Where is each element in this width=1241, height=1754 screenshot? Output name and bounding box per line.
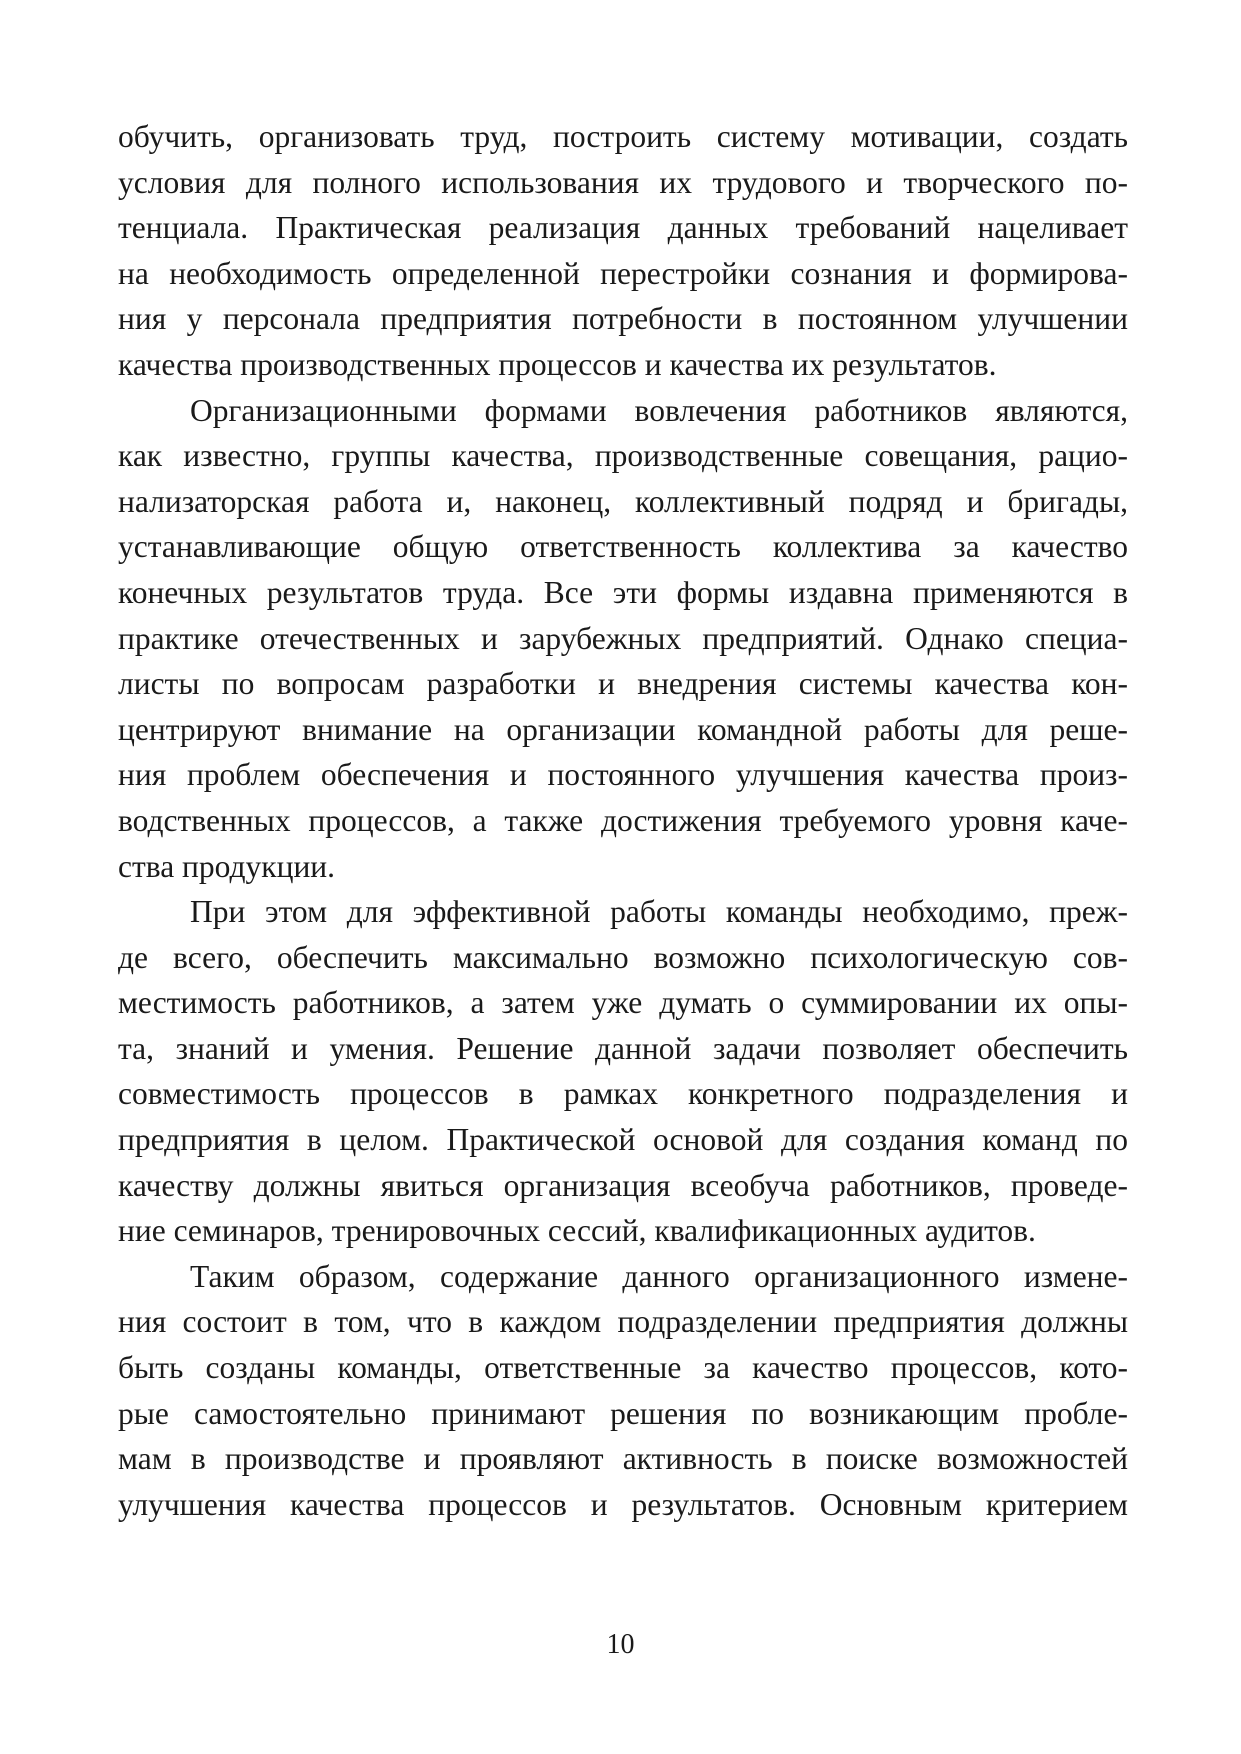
text-line: нализаторская работа и, наконец, коллективный подряд и бригады, bbox=[118, 483, 1128, 519]
text-line: ния у персонала предприятия потребности в постоянном улучшении bbox=[118, 301, 1128, 337]
text-line: как известно, группы качества, производственные совещания, рацио- bbox=[118, 438, 1128, 474]
text-line: обучить, организовать труд, построить систему мотивации, создать bbox=[118, 119, 1128, 154]
body-text bbox=[118, 114, 1128, 1527]
text-line: местимость работников, а затем уже думать о суммировании их опы- bbox=[118, 985, 1128, 1021]
text-line: де всего, обеспечить максимально возможно психологическую сов- bbox=[118, 939, 1128, 975]
text-line: условия для полного использования их трудового и творческого по- bbox=[118, 164, 1128, 200]
text-line: на необходимость определенной перестройки сознания и формирова- bbox=[118, 255, 1128, 291]
text-line: устанавливающие общую ответственность коллектива за качество bbox=[118, 529, 1128, 565]
text-line: мам в производстве и проявляют активность в поиске возможностей bbox=[118, 1441, 1128, 1477]
text-line: ние семинаров, тренировочных сессий, квалификационных аудитов. bbox=[118, 1213, 1036, 1249]
text-line: качества производственных процессов и качества их результатов. bbox=[118, 346, 997, 382]
text-line: быть созданы команды, ответственные за качество процессов, кото- bbox=[118, 1350, 1128, 1386]
text-line: водственных процессов, а также достижения требуемого уровня каче- bbox=[118, 802, 1128, 838]
text-line: листы по вопросам разработки и внедрения системы качества кон- bbox=[118, 666, 1128, 702]
text-line: предприятия в целом. Практической основой для создания команд по bbox=[118, 1122, 1128, 1158]
text-line: При этом для эффективной работы команды необходимо, преж- bbox=[190, 894, 1128, 930]
text-line: тенциала. Практическая реализация данных требований нацеливает bbox=[118, 210, 1128, 246]
text-line: ства продукции. bbox=[118, 848, 336, 884]
text-line: конечных результатов труда. Все эти формы издавна применяются в bbox=[118, 574, 1128, 610]
text-line: рые самостоятельно принимают решения по возникающим пробле- bbox=[118, 1395, 1128, 1431]
text-line: центрируют внимание на организации командной работы для реше- bbox=[118, 711, 1128, 747]
text-line: практике отечественных и зарубежных предприятий. Однако специа- bbox=[118, 620, 1128, 656]
text-line: ния проблем обеспечения и постоянного улучшения качества произ- bbox=[118, 757, 1128, 793]
text-line: та, знаний и умения. Решение данной задачи позволяет обеспечить bbox=[118, 1030, 1128, 1066]
text-line: улучшения качества процессов и результатов. Основным критерием bbox=[118, 1486, 1128, 1522]
text-line: Таким образом, содержание данного организационного измене- bbox=[190, 1258, 1128, 1294]
page-number: 10 bbox=[606, 1629, 635, 1660]
text-line: качеству должны явиться организация всеобуча работников, проведе- bbox=[118, 1167, 1128, 1203]
text-line: совместимость процессов в рамках конкретного подразделения и bbox=[118, 1076, 1128, 1112]
text-line: Организационными формами вовлечения работников являются, bbox=[190, 392, 1128, 428]
text-line: ния состоит в том, что в каждом подразделении предприятия должны bbox=[118, 1304, 1128, 1340]
